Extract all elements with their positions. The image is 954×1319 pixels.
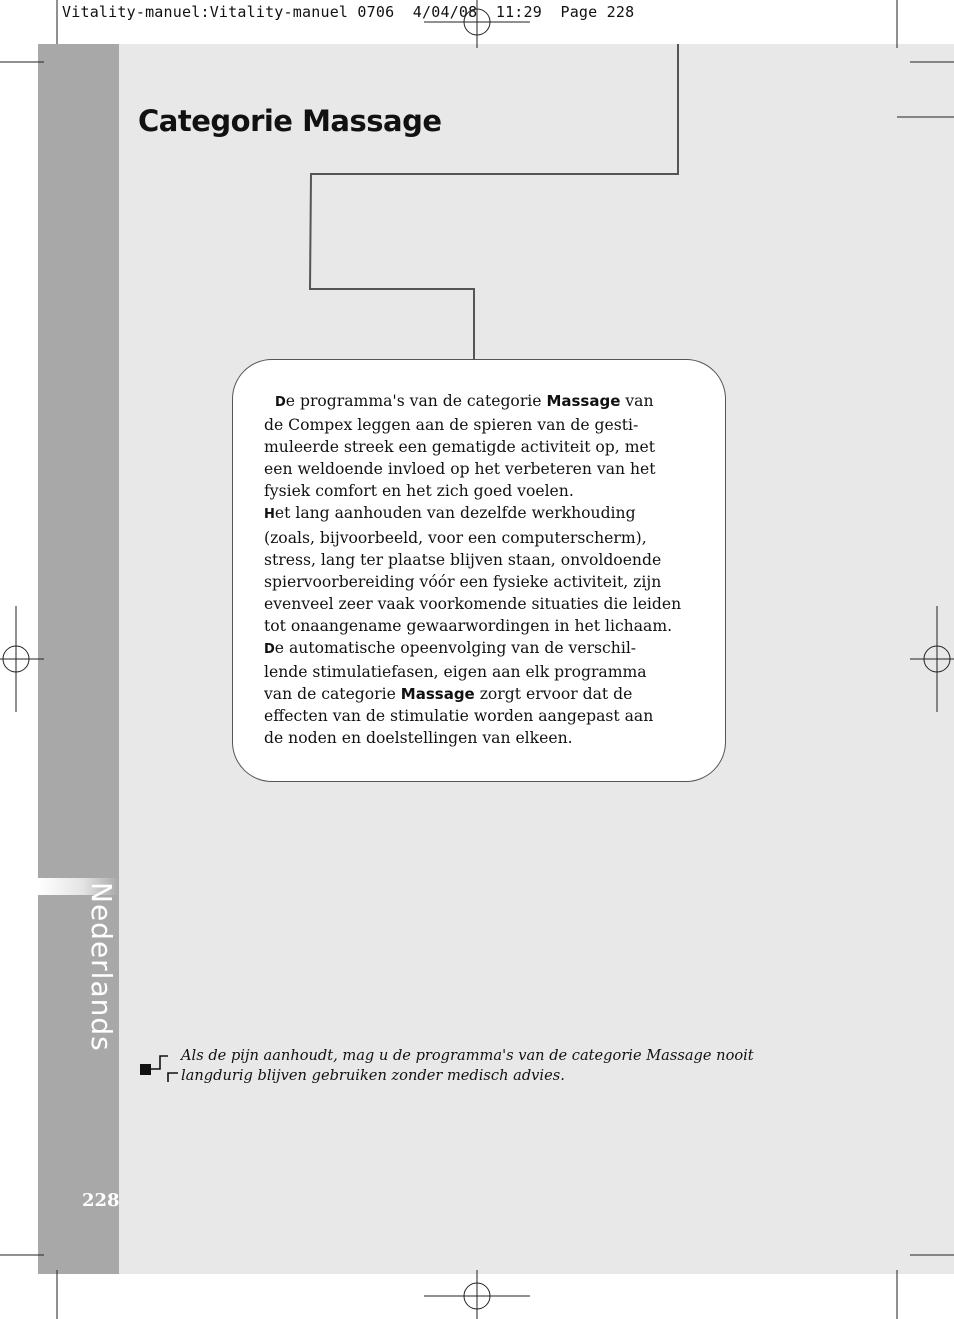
paragraph-2-line: Het lang aanhouden van dezelfde werkhouding bbox=[264, 504, 636, 523]
paragraph-2-line: evenveel zeer vaak voorkomende situaties die leiden bbox=[264, 594, 682, 613]
paragraph-2-line: tot onaangename gewaarwordingen in het lichaam. bbox=[264, 616, 673, 635]
language-label-text: Nederlands bbox=[85, 882, 118, 1052]
print-header: Vitality-manuel:Vitality-manuel 0706 4/04/08 11:29 Page 228 bbox=[62, 3, 635, 21]
paragraph-2-line: spiervoorbereiding vóór een fysieke activiteit, zijn bbox=[264, 572, 662, 591]
paragraph-3-line: De automatische opeenvolging van de verschil- bbox=[264, 639, 637, 658]
paragraph-1-line: de Compex leggen aan de spieren van de gesti- bbox=[264, 416, 639, 435]
paragraph-1-line: een weldoende invloed op het verbeteren van het bbox=[264, 460, 656, 479]
paragraph-3-line: lende stimulatiefasen, eigen aan elk programma bbox=[264, 663, 647, 682]
caution-note-line: Als de pijn aanhoudt, mag u de programma's van de categorie Massage nooit bbox=[181, 1047, 754, 1064]
paragraph-3-line: effecten van de stimulatie worden aangepast aan bbox=[264, 707, 654, 726]
page-title: Categorie Massage bbox=[138, 104, 442, 138]
paragraph-1-line: De programma's van de categorie Massage van bbox=[275, 392, 654, 410]
keyword-massage: Massage bbox=[546, 392, 621, 410]
keyword-massage: Massage bbox=[400, 685, 475, 704]
paragraph-2-line: (zoals, bijvoorbeeld, voor een computerscherm), bbox=[264, 528, 647, 547]
dropcap: D bbox=[264, 642, 275, 658]
caution-note-line: langdurig blijven gebruiken zonder medisch advies. bbox=[181, 1067, 565, 1084]
paragraph-1-line: muleerde streek een gematigde activiteit op, met bbox=[264, 438, 655, 457]
dropcap: D bbox=[275, 395, 286, 410]
dropcap: H bbox=[264, 507, 275, 523]
paragraph-2-line: stress, lang ter plaatse blijven staan, onvoldoende bbox=[264, 550, 662, 569]
paragraph-3-line: de noden en doelstellingen van elkeen. bbox=[264, 729, 573, 748]
paragraph-1-line: fysiek comfort en het zich goed voelen. bbox=[264, 482, 574, 501]
paragraph-3-line: van de categorie Massage zorgt ervoor dat de bbox=[264, 685, 633, 704]
page-number: 228 bbox=[82, 1190, 120, 1211]
